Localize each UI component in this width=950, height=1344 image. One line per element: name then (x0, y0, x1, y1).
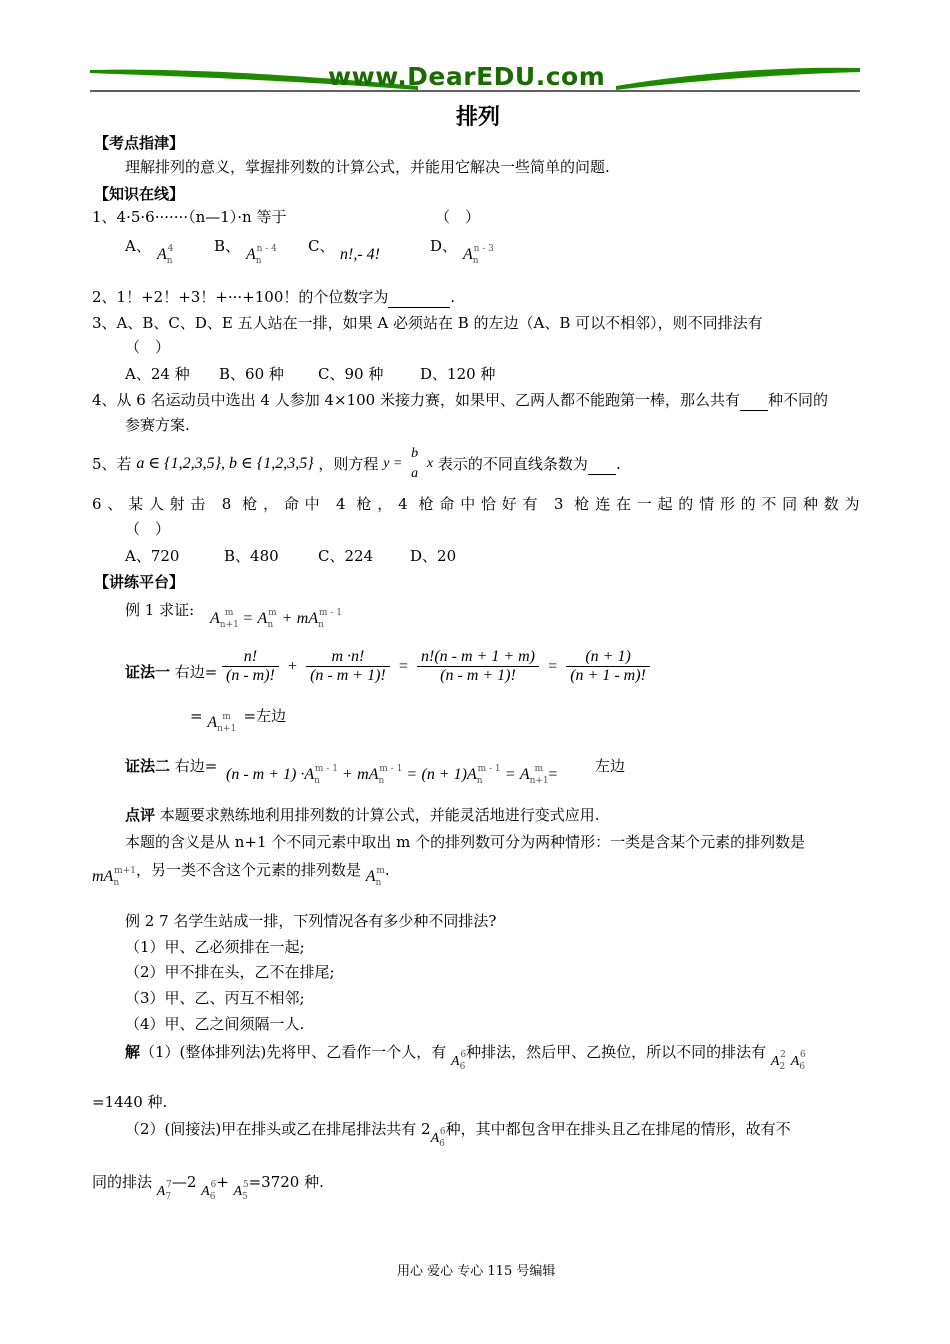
ex2-solution-1-result: =1440 种. (92, 1093, 168, 1111)
proof1-frac-4: $\frac{(n + 1)}{(n + 1 - m)!}$ (566, 648, 650, 685)
ex2-item-3: （3）甲、乙、丙互不相邻; (125, 989, 305, 1007)
ex2-solution-1: 解（1）(整体排列法)先将甲、乙看作一个人，有 $A_6^6$种排法，然后甲、乙换位，所以不同的排法有 $A_2^2$ $A_6^6$ (125, 1043, 806, 1072)
q4-answer-blank[interactable] (740, 390, 768, 411)
q3-option-a: A、24 种 (125, 365, 190, 383)
ex2-stem: 例 2 7 名学生站成一排，下列情况各有多少种不同排法? (125, 912, 497, 930)
q1-label-d: D、 (430, 237, 458, 255)
page-footer: 用心 爱心 专心 115 号编辑 (397, 1264, 556, 1279)
comment-line2: 本题的含义是从 n+1 个不同元素中取出 m 个的排列数可分为两种情形：一类是含某个元素的排列数是 (125, 833, 806, 851)
q5-stem: 5、若 a ∈ {1,2,3,5}, b ∈ {1,2,3,5} ，则方程 y = b a x 表示的不同直线条数为 . (92, 444, 621, 486)
section-heading-jianglian: 【讲练平台】 (94, 573, 185, 591)
ex2-solution-2-line2: 同的排法 $A_7^7—2$ $A_6^6+ A_5^5=3720$ 种. (92, 1173, 324, 1202)
q1-option-d: $A_n^{n - 3}$ (463, 244, 494, 266)
proof2-heading: 证法二 右边= (125, 757, 218, 775)
proof1-frac-2: $\frac{m \cdot n!}{(n - m + 1)!}$ (306, 648, 390, 685)
q1-stem: 1、4·5·6·······（n—1）·n 等于 (92, 208, 287, 226)
proof1-heading: 证法一 右边= (125, 663, 218, 681)
q1-option-b: $A_n^{n - 4}$ (246, 244, 277, 266)
section-heading-zhishi: 【知识在线】 (94, 185, 185, 203)
q6-option-b: B、480 (224, 547, 279, 565)
proof2-end: 左边 (595, 757, 626, 775)
q3-paren: （ ） (125, 338, 171, 356)
proof1-conclusion: = $A_{n+1}^m$ =左边 (190, 707, 287, 734)
page-title: 排列 (456, 105, 501, 130)
q5-answer-blank[interactable] (588, 454, 616, 475)
proof1-equation: $\frac{n!}{(n - m)!}$ + $\frac{m \cdot n!}{(n - m + 1)!}$ = $\frac{n!(n - m + 1 + m)}{(n - m + 1)!}$ = $\frac{(n + 1)}{(n + 1 - m)!}$ (222, 648, 650, 685)
q2-text: 2、1！+2！+3！+···+100！的个位数字为 . (92, 288, 456, 306)
q3-stem: 3、A、B、C、D、E 五人站在一排，如果 A 必须站在 B 的左边（A、B 可以不相邻），则不同排法有 (92, 314, 763, 332)
q3-option-d: D、120 种 (420, 365, 496, 383)
ex2-item-2: （2）甲不排在头，乙不在排尾; (125, 963, 335, 981)
q6-option-c: C、224 (318, 547, 374, 565)
ex2-solution-2: （2）(间接法)甲在排头或乙在排尾排法共有 $2A_6^6$种，其中都包含甲在排头且乙在排尾的情形，故有不 (125, 1120, 791, 1149)
q6-option-d: D、20 (410, 547, 457, 565)
q1-option-a: $A_n^4$ (157, 244, 174, 266)
q3-option-c: C、90 种 (318, 365, 384, 383)
proof1-frac-1: $\frac{n!}{(n - m)!}$ (222, 648, 279, 685)
q2-answer-blank[interactable] (388, 287, 450, 308)
ex1-identity: $A_{n+1}^m = A_n^m + mA_n^{m - 1}$ (210, 608, 342, 630)
q4-stem: 4、从 6 名运动员中选出 4 人参加 4×100 米接力赛，如果甲、乙两人都不能跑第一棒，那么共有 种不同的 (92, 391, 829, 409)
q6-stem: 6、某人射击 8 枪，命中 4 枪，4 枪命中恰好有 3 枪连在一起的情形的不同种数为 (92, 495, 860, 513)
comment-line1: 点评 本题要求熟练地利用排列数的计算公式，并能灵活地进行变式应用. (125, 806, 600, 824)
q1-label-c: C、 (308, 237, 335, 255)
ex1-label: 例 1 求证: (125, 601, 195, 619)
comment-line3: $mA_n^{m+1}$，另一类不含这个元素的排列数是 $A_n^m$. (92, 861, 390, 888)
banner-logo-text: www.DearEDU.com (328, 62, 606, 91)
proof2-equation: $(n - m + 1) \cdot A_n^{m - 1} + mA_n^{m - 1} = (n + 1)A_n^{m - 1} = A_{n+1}^m$ = (226, 764, 558, 786)
q1-label-b: B、 (214, 237, 241, 255)
q1-option-c: n!,- 4! (340, 246, 380, 263)
q1-paren: （ ） (435, 208, 481, 226)
q6-paren: （ ） (125, 520, 171, 538)
intro-text: 理解排列的意义，掌握排列数的计算公式，并能用它解决一些简单的问题. (125, 158, 610, 176)
proof1-frac-3: $\frac{n!(n - m + 1 + m)}{(n - m + 1)!}$ (417, 648, 539, 685)
q4-stem-line2: 参赛方案. (125, 416, 190, 434)
q1-label-a: A、 (125, 237, 151, 255)
q5-fraction: b a (411, 446, 419, 481)
q6-option-a: A、720 (125, 547, 180, 565)
ex2-item-4: （4）甲、乙之间须隔一人. (125, 1015, 305, 1033)
section-heading-kaodian: 【考点指津】 (94, 134, 185, 152)
q3-option-b: B、60 种 (219, 365, 284, 383)
ex2-item-1: （1）甲、乙必须排在一起; (125, 938, 305, 956)
